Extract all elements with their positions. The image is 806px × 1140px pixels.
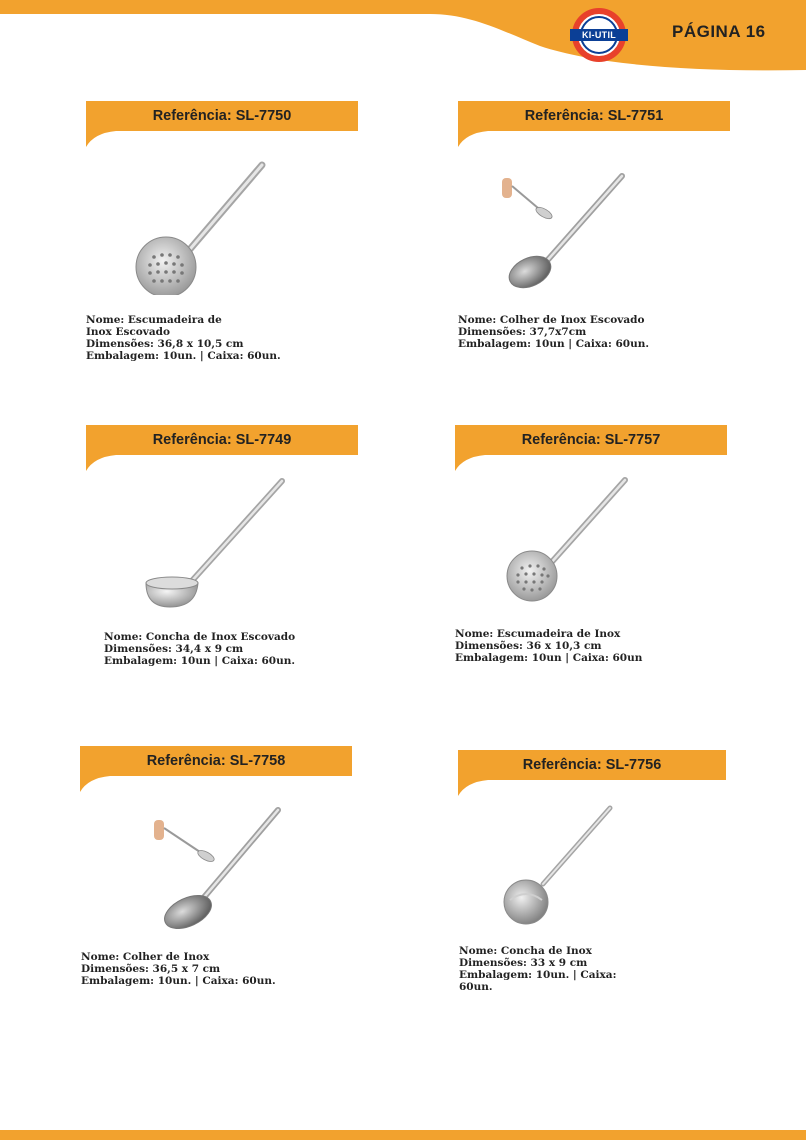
product-info: Nome: Escumadeira de Inox Dimensões: 36 x 10,3 cm Embalagem: 10un | Caixa: 60un: [455, 628, 643, 664]
spoon-icon: [500, 168, 635, 293]
reference-banner: [455, 425, 727, 471]
spoon-icon: [150, 804, 290, 929]
product-info: Nome: Concha de Inox Dimensões: 33 x 9 cm Embalagem: 10un. | Caixa: 60un.: [459, 945, 617, 993]
footer-bar: [0, 1130, 806, 1140]
reference-label: Referência: SL-7751: [524, 108, 664, 124]
product-info: Nome: Concha de Inox Escovado Dimensões: 34,4 x 9 cm Embalagem: 10un | Caixa: 60un.: [104, 631, 296, 667]
logo-text: KI-UTIL: [570, 29, 628, 41]
reference-label: Referência: SL-7750: [152, 108, 292, 124]
product-info: Nome: Colher de Inox Escovado Dimensões: 37,7x7cm Embalagem: 10un | Caixa: 60un.: [458, 314, 650, 350]
page-number: PÁGINA 16: [672, 22, 766, 41]
product-info: Nome: Escumadeira de Inox Escovado Dimensões: 36,8 x 10,5 cm Embalagem: 10un. | Caixa: 60un.: [86, 314, 281, 362]
reference-label: Referência: SL-7757: [521, 432, 661, 448]
reference-label: Referência: SL-7758: [146, 753, 286, 769]
reference-label: Referência: SL-7756: [522, 757, 662, 773]
ladle-icon: [140, 475, 290, 615]
reference-banner: [458, 101, 730, 147]
reference-banner: [80, 746, 352, 792]
skimmer-icon: [130, 155, 280, 295]
reference-banner: [86, 425, 358, 471]
ladle-icon: [498, 802, 623, 927]
product-info: Nome: Colher de Inox Dimensões: 36,5 x 7 cm Embalagem: 10un. | Caixa: 60un.: [81, 951, 276, 987]
reference-label: Referência: SL-7749: [152, 432, 292, 448]
reference-banner: [86, 101, 358, 147]
reference-banner: [458, 750, 730, 796]
skimmer-icon: [500, 472, 635, 607]
